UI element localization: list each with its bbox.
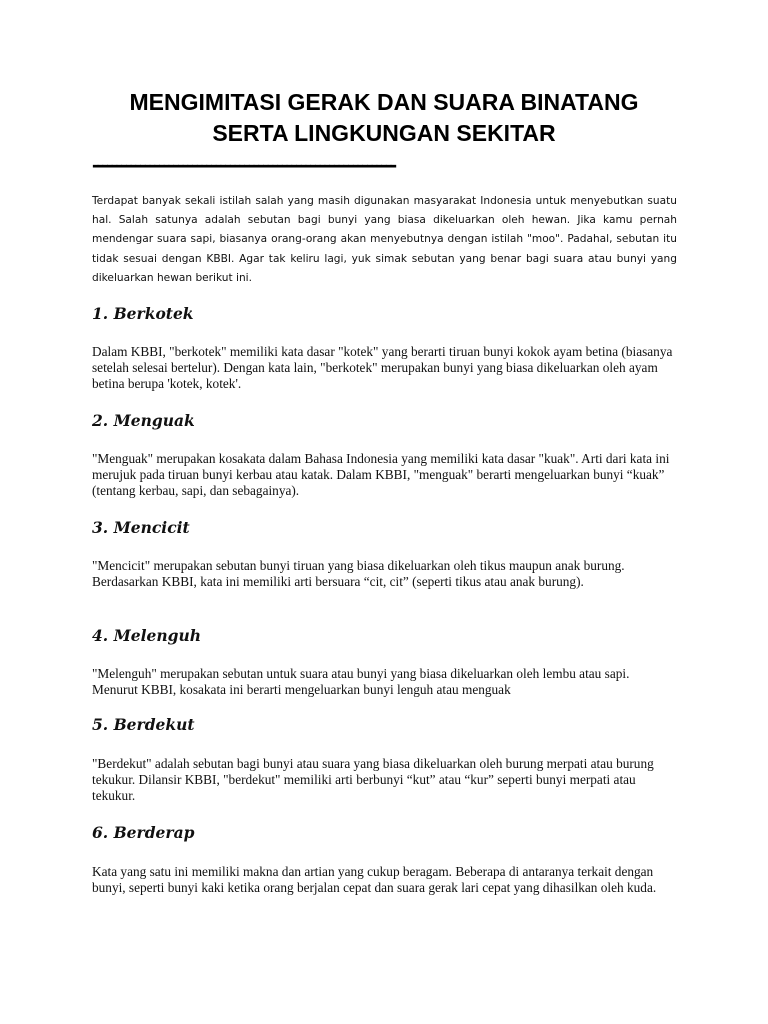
section-body-berderap: Kata yang satu ini memiliki makna dan artian yang cukup beragam. Beberapa di antaranya terkait dengan bunyi, seperti bunyi kaki ketika orang berjalan cepat dan suara gerak lari cepat yang dihasilkan oleh kuda. — [92, 864, 657, 895]
section-heading-mencicit: 3. Mencicit — [92, 518, 190, 537]
title-divider: ---------------------------------------------------------------- — [92, 152, 395, 177]
document-title-line-1: MENGIMITASI GERAK DAN SUARA BINATANG — [129, 89, 639, 115]
document-title — [60, 87, 708, 149]
section-body-melenguh: "Melenguh" merupakan sebutan untuk suara atau bunyi yang biasa dikeluarkan oleh lembu atau sapi. Menurut KBBI, kosakata ini berarti mengeluarkan bunyi lenguh atau menguak — [92, 666, 630, 697]
section-body-mencicit: "Mencicit" merupakan sebutan bunyi tiruan yang biasa dikeluarkan oleh tikus maupun anak burung. Berdasarkan KBBI, kata ini memiliki arti bersuara “cit, cit” (seperti tikus atau anak burung). — [92, 558, 625, 589]
section-body-berkotek: Dalam KBBI, "berkotek" memiliki kata dasar "kotek" yang berarti tiruan bunyi kokok ayam betina (biasanya setelah selesai bertelur). Dengan kata lain, "berkotek" merupakan bunyi yang biasa dikeluarkan oleh ayam betina berupa 'kotek, kotek'. — [92, 344, 673, 391]
section-heading-berdekut: 5. Berdekut — [92, 715, 195, 734]
section-heading-menguak: 2. Menguak — [92, 411, 195, 430]
document-title-line-2: SERTA LINGKUNGAN SEKITAR — [212, 120, 556, 146]
section-heading-melenguh: 4. Melenguh — [92, 626, 201, 645]
section-body-menguak: "Menguak" merupakan kosakata dalam Bahasa Indonesia yang memiliki kata dasar "kuak". Arti dari kata ini merujuk pada tiruan bunyi kerbau atau katak. Dalam KBBI, "menguak" berarti mengeluarkan bunyi “kuak” (tentang kerbau, sapi, dan sebagainya). — [92, 451, 670, 498]
section-heading-berderap: 6. Berderap — [92, 823, 195, 842]
intro-paragraph: Terdapat banyak sekali istilah salah yang masih digunakan masyarakat Indonesia untuk menyebutkan suatu hal. Salah satunya adalah sebutan bagi bunyi yang biasa dikeluarkan oleh hewan. Jika kamu pernah mendengar suara sapi, biasanya orang-orang akan menyebutnya dengan istilah "moo". Padahal, sebutan itu tidak sesuai dengan KBBI. Agar tak keliru lagi, yuk simak sebutan yang benar bagi suara atau bunyi yang dikeluarkan hewan berikut ini. — [92, 195, 677, 284]
section-body-berdekut: "Berdekut" adalah sebutan bagi bunyi atau suara yang biasa dikeluarkan oleh burung merpati atau burung tekukur. Dilansir KBBI, "berdekut" memiliki arti berbunyi “kut” atau “kur” seperti bunyi merpati atau tekukur. — [92, 756, 654, 803]
section-heading-berkotek: 1. Berkotek — [92, 304, 194, 323]
